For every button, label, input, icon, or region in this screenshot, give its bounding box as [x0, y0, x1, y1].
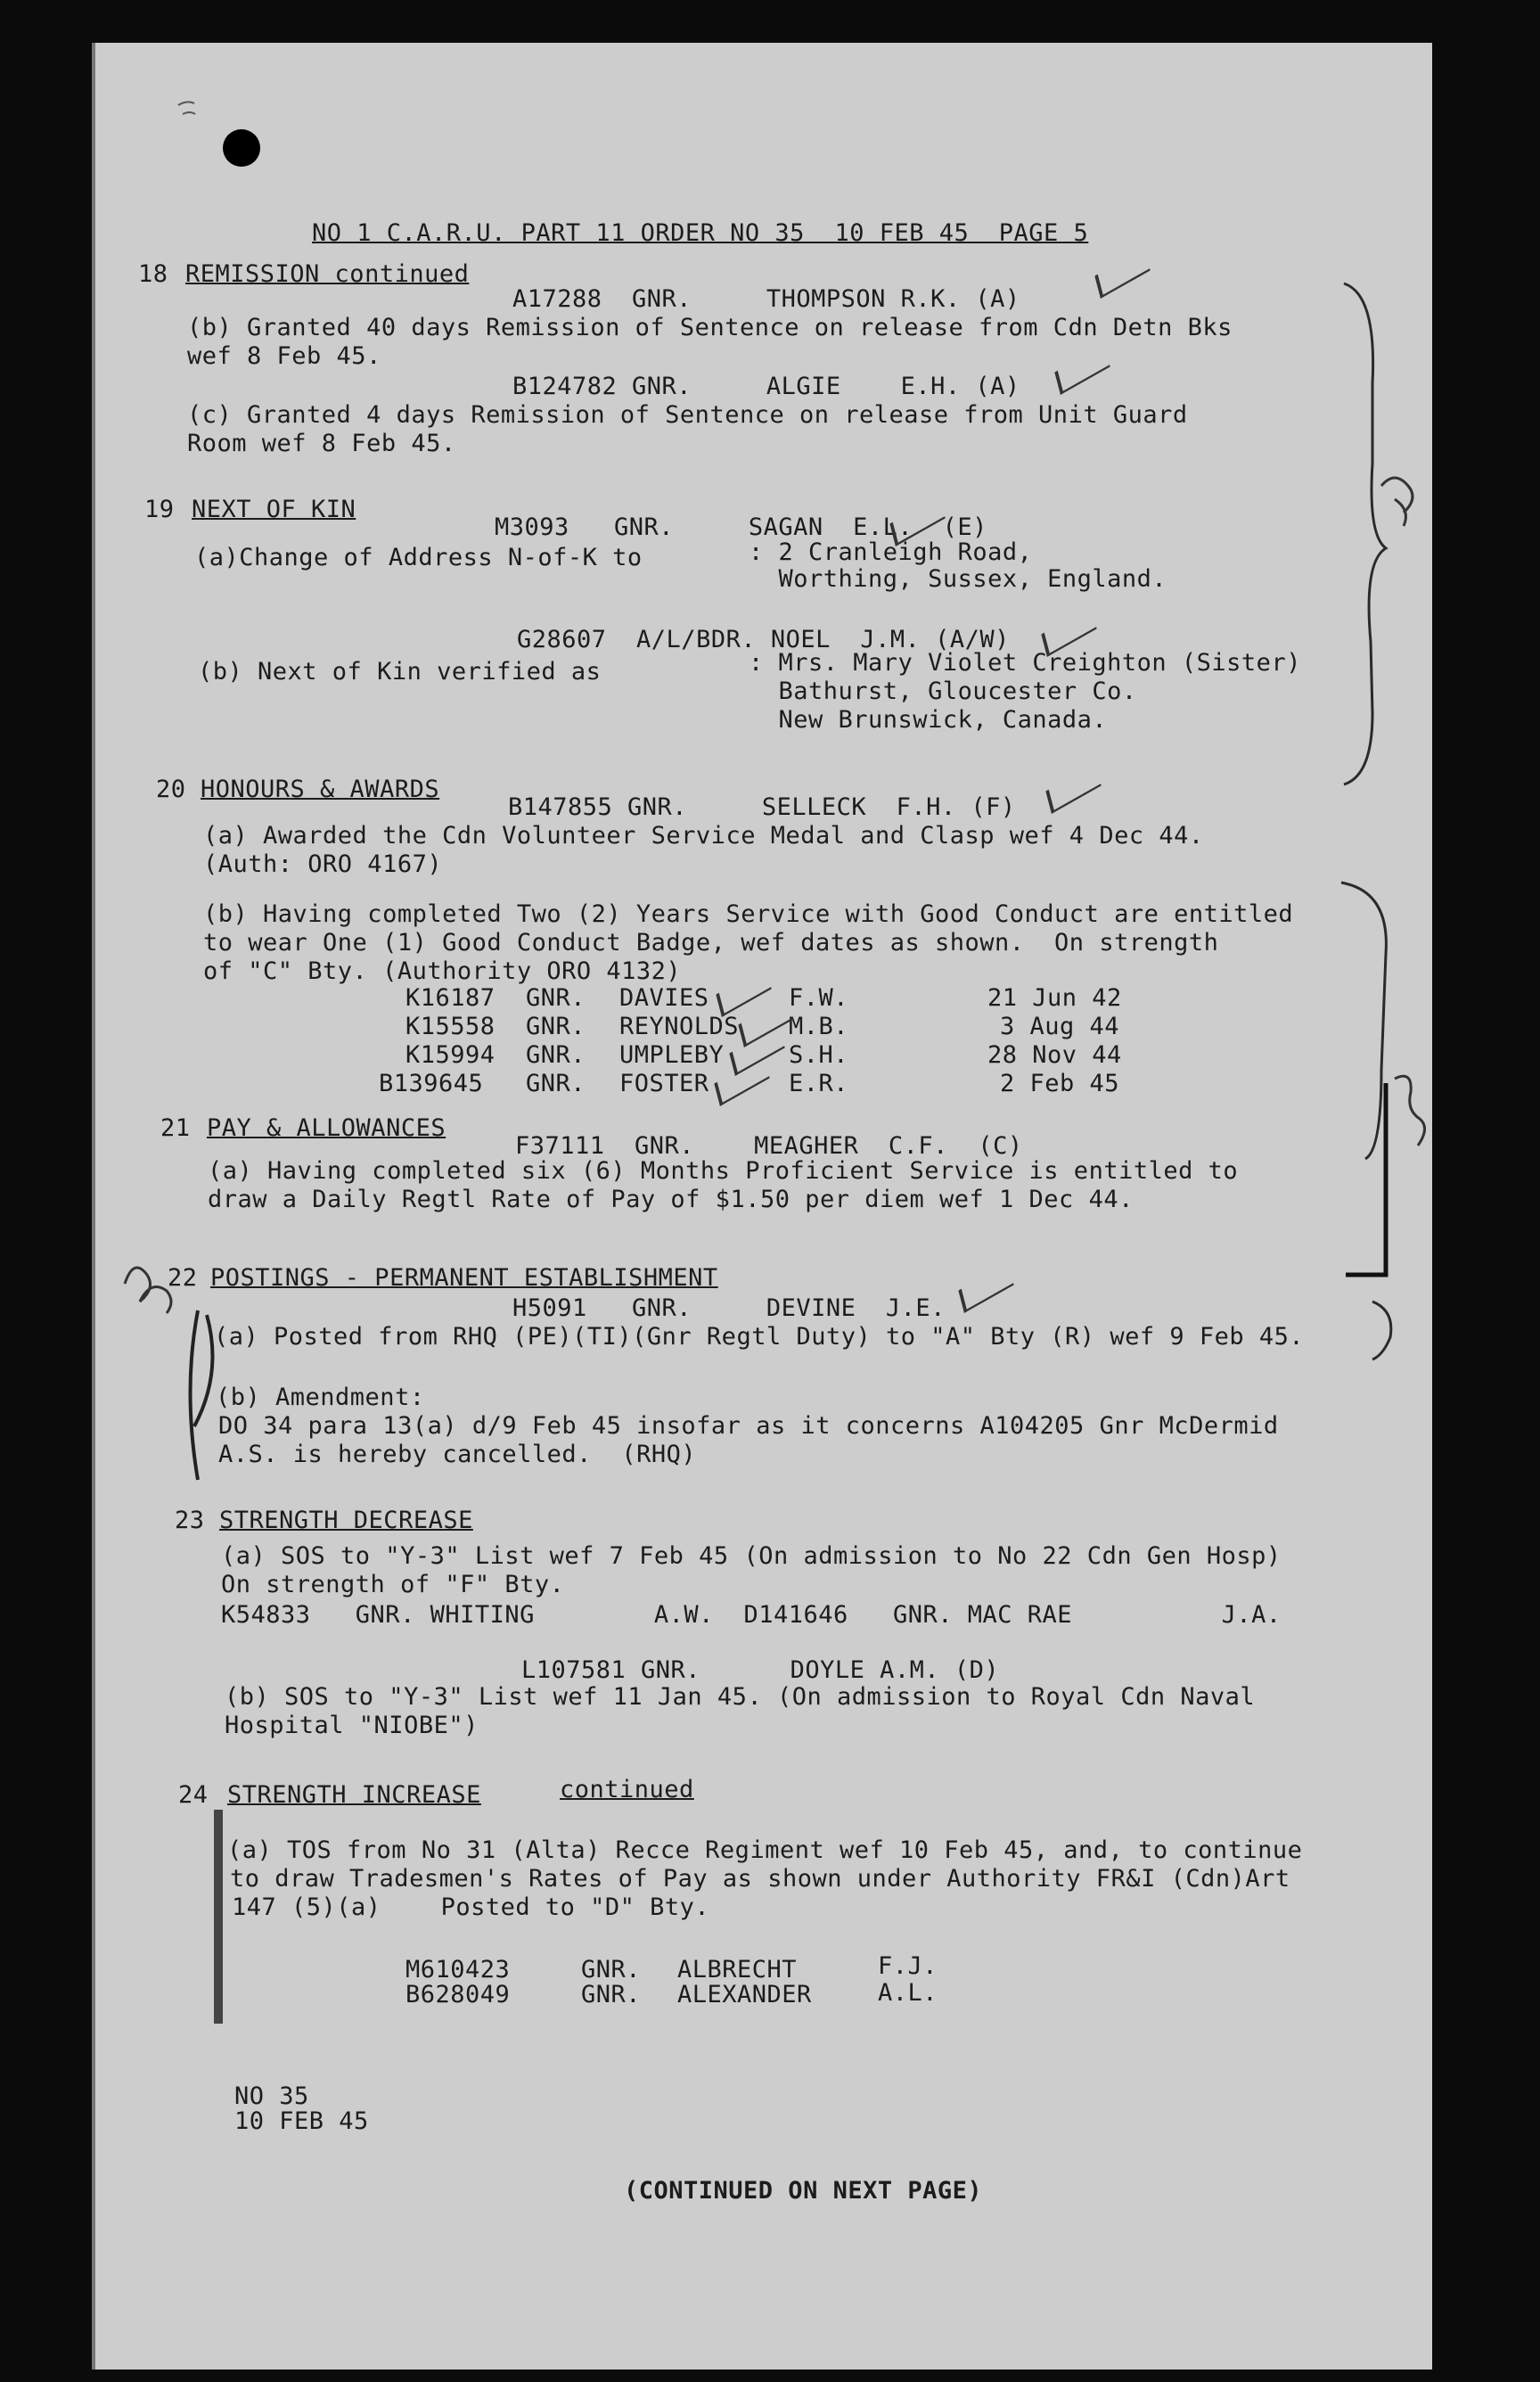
- surname: ALEXANDER: [677, 1981, 812, 2008]
- service-number: B139645: [379, 1070, 484, 1097]
- continued-notice: (CONTINUED ON NEXT PAGE): [624, 2177, 983, 2205]
- service-number: K16187: [405, 984, 496, 1012]
- rank: GNR.: [581, 1981, 642, 2008]
- section-19-para-b-address-3: New Brunswick, Canada.: [749, 706, 1108, 734]
- section-19-para-b-address-2: Bathurst, Gloucester Co.: [749, 678, 1137, 705]
- footer-order-number: NO 35: [234, 2082, 309, 2110]
- section-24-para-a-line2: to draw Tradesmen's Rates of Pay as shown under Authority FR&I (Cdn)Art: [230, 1865, 1290, 1893]
- section-20-para-b-line3: of "C" Bty. (Authority ORO 4132): [203, 957, 682, 985]
- section-18-para-b-line2: wef 8 Feb 45.: [187, 342, 381, 370]
- section-20-record-1: B147855 GNR. SELLECK F.H. (F): [508, 793, 1016, 821]
- rank: GNR.: [526, 1041, 586, 1069]
- section-20-para-a-line1: (a) Awarded the Cdn Volunteer Service Medal and Clasp wef 4 Dec 44.: [203, 822, 1204, 850]
- section-19-para-a-address-2: Worthing, Sussex, England.: [749, 565, 1167, 593]
- initials: A.L.: [878, 1979, 938, 2007]
- section-23-para-a-line3: K54833 GNR. WHITING A.W. D141646 GNR. MAC RAE J.A.: [221, 1601, 1282, 1629]
- section-19-number: 19: [144, 496, 175, 523]
- initials: M.B.: [789, 1013, 849, 1040]
- section-20-para-b-line1: (b) Having completed Two (2) Years Service with Good Conduct are entitled: [203, 900, 1294, 928]
- section-23-para-a-line2: On strength of "F" Bty.: [221, 1571, 565, 1598]
- rank: GNR.: [526, 1013, 586, 1040]
- section-19-para-a-address-1: : 2 Cranleigh Road,: [749, 538, 1033, 566]
- section-19-para-b-label: (b) Next of Kin verified as: [198, 658, 602, 686]
- section-24-para-a-line1: (a) TOS from No 31 (Alta) Recce Regiment wef 10 Feb 45, and, to continue: [227, 1836, 1303, 1864]
- section-20-para-b-line2: to wear One (1) Good Conduct Badge, wef dates as shown. On strength: [203, 929, 1219, 957]
- initials: F.J.: [878, 1952, 938, 1980]
- initials: S.H.: [789, 1041, 849, 1069]
- section-18-number: 18: [138, 260, 168, 288]
- initials: F.W.: [789, 984, 849, 1012]
- surname: FOSTER: [619, 1070, 709, 1097]
- section-22-number: 22: [168, 1264, 198, 1292]
- service-number: K15994: [405, 1041, 496, 1069]
- surname: ALBRECHT: [677, 1956, 798, 1984]
- section-24-number: 24: [178, 1781, 209, 1809]
- section-24-para-a-line3: 147 (5)(a) Posted to "D" Bty.: [232, 1893, 710, 1921]
- section-23-para-b-line1: (b) SOS to "Y-3" List wef 11 Jan 45. (On admission to Royal Cdn Naval: [225, 1683, 1256, 1711]
- section-20-para-a-line2: (Auth: ORO 4167): [203, 850, 443, 878]
- service-number: K15558: [405, 1013, 496, 1040]
- section-21-record-1: F37111 GNR. MEAGHER C.F. (C): [515, 1132, 1023, 1160]
- section-22-para-b-label: (b) Amendment:: [216, 1384, 425, 1411]
- section-22-record-1: H5091 GNR. DEVINE J.E.: [512, 1294, 946, 1322]
- section-20-heading: HONOURS & AWARDS: [201, 776, 440, 803]
- page-header: NO 1 C.A.R.U. PART 11 ORDER NO 35 10 FEB 45 PAGE 5: [312, 219, 1089, 247]
- section-18-para-c-line2: Room wef 8 Feb 45.: [187, 430, 456, 457]
- section-19-para-a-label: (a)Change of Address N-of-K to: [194, 544, 643, 571]
- section-23-para-b-line2: Hospital "NIOBE"): [225, 1712, 479, 1739]
- effective-date: 2 Feb 45: [1000, 1070, 1120, 1097]
- section-18-para-b-line1: (b) Granted 40 days Remission of Sentence on release from Cdn Detn Bks: [187, 314, 1233, 341]
- section-24-heading-continued: continued: [560, 1776, 694, 1803]
- rank: GNR.: [526, 984, 586, 1012]
- section-23-record-2: L107581 GNR. DOYLE A.M. (D): [521, 1656, 1000, 1684]
- rank: GNR.: [581, 1956, 642, 1984]
- section-22-para-a: (a) Posted from RHQ (PE)(TI)(Gnr Regtl Duty) to "A" Bty (R) wef 9 Feb 45.: [214, 1323, 1305, 1351]
- section-19-heading: NEXT OF KIN: [192, 496, 356, 523]
- initials: E.R.: [789, 1070, 849, 1097]
- section-20-number: 20: [156, 776, 186, 803]
- section-21-heading: PAY & ALLOWANCES: [207, 1114, 446, 1142]
- surname: DAVIES: [619, 984, 709, 1012]
- service-number: B628049: [405, 1981, 511, 2008]
- section-19-record-1: M3093 GNR. SAGAN E.L. (E): [495, 513, 987, 541]
- section-21-number: 21: [160, 1114, 191, 1142]
- effective-date: 21 Jun 42: [987, 984, 1122, 1012]
- section-22-para-b-line2: A.S. is hereby cancelled. (RHQ): [218, 1441, 697, 1468]
- section-23-para-a-line1: (a) SOS to "Y-3" List wef 7 Feb 45 (On admission to No 22 Cdn Gen Hosp): [221, 1542, 1282, 1570]
- surname: UMPLEBY: [619, 1041, 725, 1069]
- service-number: M610423: [405, 1956, 511, 1984]
- section-18-heading: REMISSION continued: [185, 260, 470, 288]
- section-22-heading: POSTINGS - PERMANENT ESTABLISHMENT: [210, 1264, 718, 1292]
- section-23-number: 23: [175, 1507, 205, 1534]
- section-19-record-2: G28607 A/L/BDR. NOEL J.M. (A/W): [517, 626, 1010, 653]
- section-18-para-c-line1: (c) Granted 4 days Remission of Sentence on release from Unit Guard: [187, 401, 1188, 429]
- section-21-para-a-line1: (a) Having completed six (6) Months Proficient Service is entitled to: [208, 1157, 1239, 1185]
- surname: REYNOLDS: [619, 1013, 740, 1040]
- effective-date: 3 Aug 44: [1000, 1013, 1120, 1040]
- rank: GNR.: [526, 1070, 586, 1097]
- section-19-para-b-address-1: : Mrs. Mary Violet Creighton (Sister): [749, 649, 1301, 677]
- section-23-heading: STRENGTH DECREASE: [219, 1507, 473, 1534]
- footer-date: 10 FEB 45: [234, 2107, 369, 2135]
- section-24-heading: STRENGTH INCREASE: [227, 1781, 481, 1809]
- section-22-para-b-line1: DO 34 para 13(a) d/9 Feb 45 insofar as it concerns A104205 Gnr McDermid: [218, 1412, 1279, 1440]
- section-21-para-a-line2: draw a Daily Regtl Rate of Pay of $1.50 per diem wef 1 Dec 44.: [208, 1186, 1134, 1213]
- effective-date: 28 Nov 44: [987, 1041, 1122, 1069]
- section-18-record-2: B124782 GNR. ALGIE E.H. (A): [512, 373, 1020, 400]
- section-18-record-1: A17288 GNR. THOMPSON R.K. (A): [512, 285, 1020, 313]
